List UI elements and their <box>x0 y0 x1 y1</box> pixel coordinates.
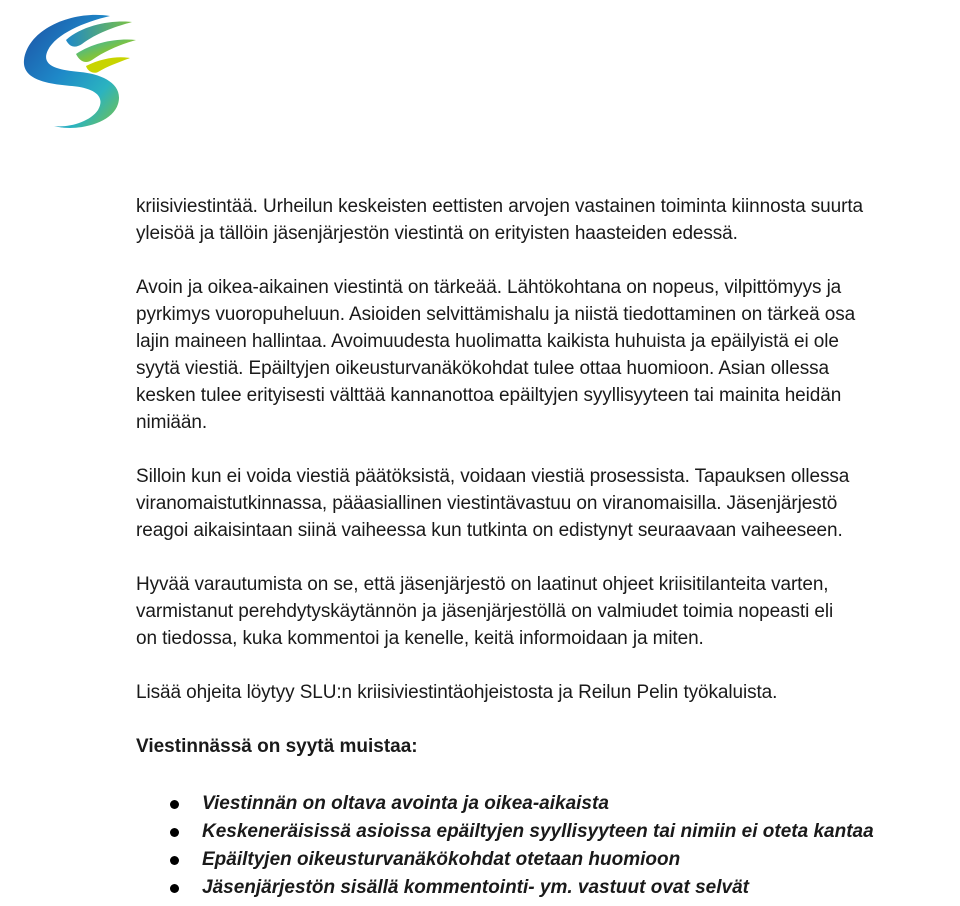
text-line: Lisää ohjeita löytyy SLU:n kriisiviestintäohjeistosta ja Reilun Pelin työkaluista. <box>136 682 778 703</box>
list-item <box>136 818 960 846</box>
list-item <box>136 846 960 874</box>
text-line: nimiään. <box>136 412 208 433</box>
list-item-text: Viestinnän on oltava avointa ja oikea-aikaista <box>202 793 609 814</box>
text-line: Hyvää varautumista on se, että jäsenjärjestö on laatinut ohjeet kriisitilanteita varten, <box>136 574 829 595</box>
text-line: kriisiviestintää. Urheilun keskeisten eettisten arvojen vastainen toiminta kiinnosta suurta <box>136 196 863 217</box>
text-line: pyrkimys vuoropuheluun. Asioiden selvittämishalu ja niistä tiedottaminen on tärkeä osa <box>136 304 856 325</box>
section-heading: Viestinnässä on syytä muistaa: <box>136 736 418 757</box>
list-item <box>136 790 960 818</box>
list-item-text: Epäiltyjen oikeusturvanäkökohdat otetaan huomioon <box>202 849 681 870</box>
document-body <box>136 193 960 902</box>
bullet-list <box>136 790 960 902</box>
text-line: viranomaistutkinnassa, pääasiallinen viestintävastuu on viranomaisilla. Jäsenjärjestö <box>136 493 838 514</box>
bullet-icon <box>170 884 179 893</box>
bullet-icon <box>170 800 179 809</box>
text-line: lajin maineen hallintaa. Avoimuudesta huolimatta kaikista huhuista ja epäilyistä ei ole <box>136 331 839 352</box>
text-line: on tiedossa, kuka kommentoi ja kenelle, keitä informoidaan ja miten. <box>136 628 704 649</box>
paragraph-5 <box>136 679 960 706</box>
organization-logo <box>14 8 144 134</box>
paragraph-1 <box>136 193 960 247</box>
text-line: yleisöä ja tällöin jäsenjärjestön viestintä on erityisten haasteiden edessä. <box>136 223 738 244</box>
list-item-text: Keskeneräisissä asioissa epäiltyjen syyllisyyteen tai nimiin ei oteta kantaa <box>202 821 874 842</box>
list-item <box>136 874 960 902</box>
text-line: reagoi aikaisintaan siinä vaiheessa kun tutkinta on edistynyt seuraavaan vaiheeseen. <box>136 520 843 541</box>
paragraph-3 <box>136 463 960 544</box>
paragraph-4 <box>136 571 960 652</box>
text-line: varmistanut perehdytyskäytännön ja jäsenjärjestöllä on valmiudet toimia nopeasti eli <box>136 601 834 622</box>
swirl-logo-icon <box>14 8 144 134</box>
list-item-text: Jäsenjärjestön sisällä kommentointi- ym. vastuut ovat selvät <box>202 877 749 898</box>
bullet-icon <box>170 856 179 865</box>
text-line: kesken tulee erityisesti välttää kannanottoa epäiltyjen syyllisyyteen tai mainita heidän <box>136 385 842 406</box>
text-line: syytä viestiä. Epäiltyjen oikeusturvanäkökohdat tulee ottaa huomioon. Asian ollessa <box>136 358 830 379</box>
bullet-icon <box>170 828 179 837</box>
text-line: Silloin kun ei voida viestiä päätöksistä, voidaan viestiä prosessista. Tapauksen ollessa <box>136 466 850 487</box>
text-line: Avoin ja oikea-aikainen viestintä on tärkeää. Lähtökohtana on nopeus, vilpittömyys ja <box>136 277 842 298</box>
paragraph-2 <box>136 274 960 436</box>
